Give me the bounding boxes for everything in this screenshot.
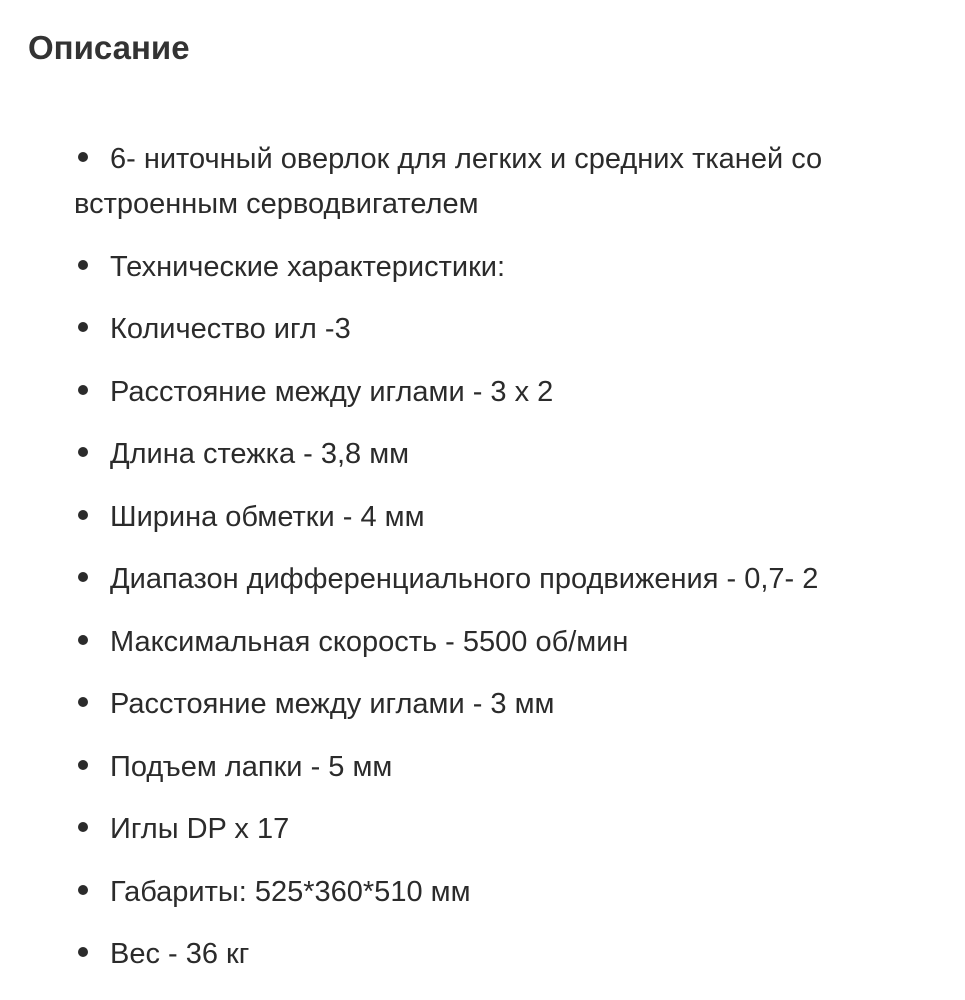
list-item	[74, 620, 934, 665]
list-item-text: Расстояние между иглами - 3 мм	[110, 688, 555, 720]
list-item	[74, 370, 934, 415]
list-item-text: Диапазон дифференциального продвижения - 0,7- 2	[110, 563, 819, 595]
bullet-icon	[78, 385, 88, 395]
bullet-icon	[78, 885, 88, 895]
list-item	[74, 557, 934, 602]
list-item-text: Ширина обметки - 4 мм	[110, 500, 425, 533]
section-title: Описание	[28, 29, 190, 66]
list-item	[74, 682, 934, 727]
bullet-icon	[78, 322, 88, 332]
list-item-text: Подъем лапки - 5 мм	[110, 750, 393, 783]
bullet-icon	[78, 947, 88, 957]
list-item-text: Иглы DP х 17	[110, 813, 290, 845]
list-item	[74, 245, 934, 290]
list-item-text: Расстояние между иглами - 3 х 2	[110, 375, 554, 408]
list-item	[74, 495, 934, 540]
list-item-text: Вес - 36 кг	[110, 938, 250, 970]
list-item	[74, 807, 934, 852]
list-item	[74, 432, 934, 477]
bullet-icon	[78, 447, 88, 457]
list-item	[74, 745, 934, 790]
list-item-text: Максимальная скорость - 5500 об/мин	[110, 625, 629, 658]
feature-list	[74, 137, 934, 995]
list-item	[74, 932, 934, 977]
bullet-icon	[78, 260, 88, 270]
list-item-text: Длина стежка - 3,8 мм	[110, 438, 410, 470]
bullet-icon	[78, 510, 88, 520]
list-item	[74, 137, 934, 227]
bullet-icon	[78, 635, 88, 645]
bullet-icon	[78, 697, 88, 707]
list-item	[74, 870, 934, 915]
list-item	[74, 307, 934, 352]
bullet-icon	[78, 822, 88, 832]
list-item-text: 6- ниточный оверлок для легких и средних тканей со встроенным серводвигателем	[74, 143, 823, 220]
bullet-icon	[78, 760, 88, 770]
bullet-icon	[78, 152, 88, 162]
list-item-text: Технические характеристики:	[110, 250, 506, 283]
list-item-text: Количество игл -3	[110, 313, 351, 345]
list-item-text: Габариты: 525*360*510 мм	[110, 875, 471, 908]
bullet-icon	[78, 572, 88, 582]
